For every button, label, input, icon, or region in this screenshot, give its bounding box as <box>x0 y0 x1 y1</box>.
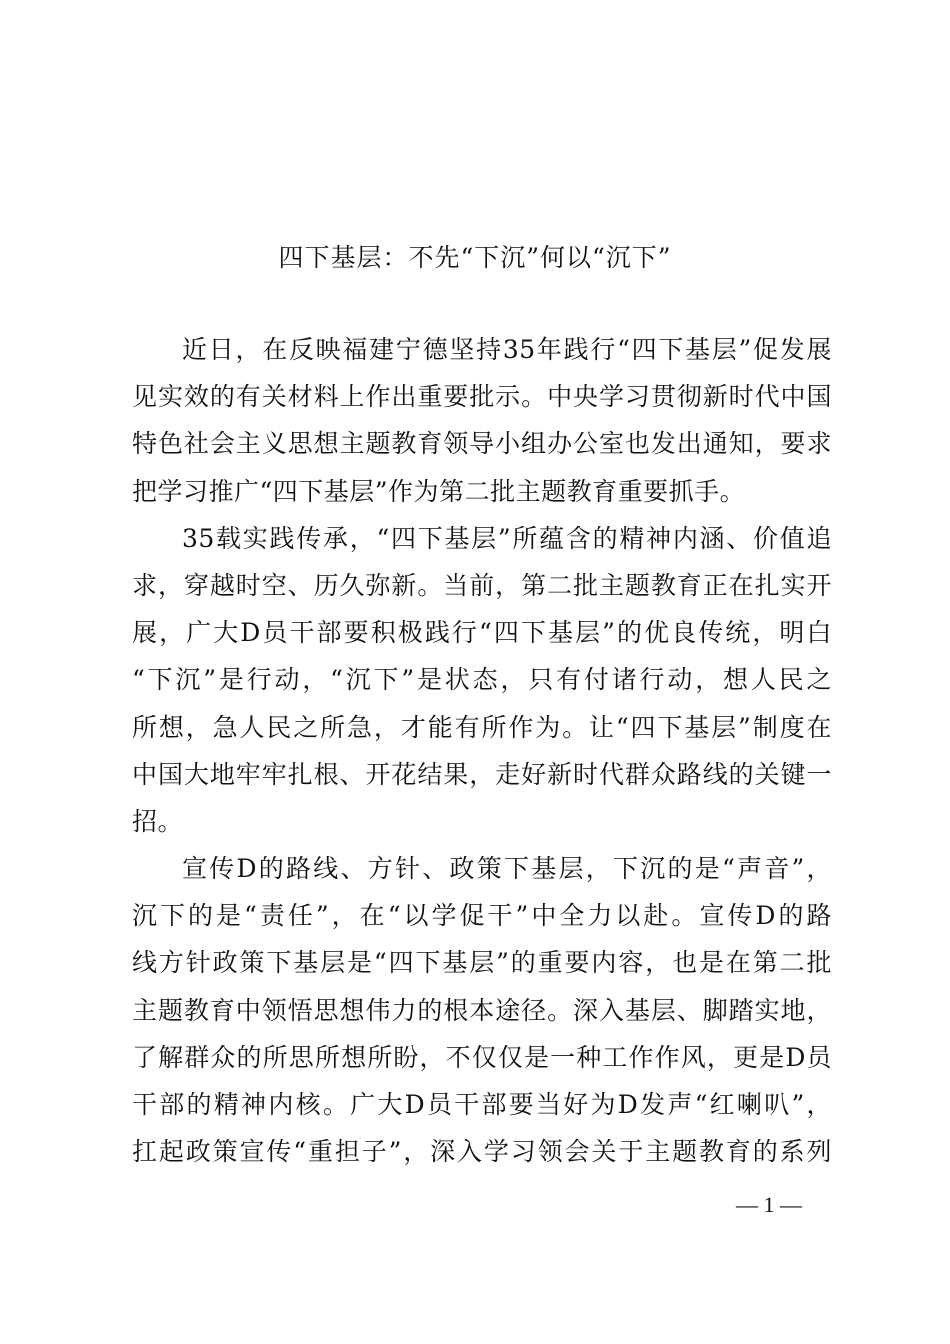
paragraph-line: 中国大地牢牢扎根、开花结果，走好新时代群众路线的关键一 <box>132 759 832 789</box>
paragraph-line: 沉下的是“责任”，在“以学促干”中全力以赴。宣传D的路 <box>132 901 832 931</box>
paragraph-line: 主题教育中领悟思想伟力的根本途径。深入基层、脚踏实地， <box>132 995 832 1025</box>
paragraph-line: 了解群众的所思所想所盼，不仅仅是一种工作作风，更是D员 <box>132 1042 832 1072</box>
paragraph-line: 干部的精神内核。广大D员干部要当好为D发声“红喇叭”， <box>132 1090 832 1119</box>
paragraph-line: 展，广大D员干部要积极践行“四下基层”的优良传统，明白 <box>132 618 832 648</box>
paragraph-line: 近日，在反映福建宁德坚持35年践行“四下基层”促发展 <box>182 335 832 364</box>
paragraph-2 <box>132 521 832 851</box>
paragraph-line: 宣传D的路线、方针、政策下基层，下沉的是“声音”， <box>182 854 832 884</box>
paragraph-line: 特色社会主义思想主题教育领导小组办公室也发出通知，要求 <box>132 429 832 459</box>
page-number: — 1 — <box>736 1192 802 1217</box>
paragraph-line: 把学习推广“四下基层”作为第二批主题教育重要抓手。 <box>132 476 746 506</box>
paragraph-line: 见实效的有关材料上作出重要批示。中央学习贯彻新时代中国 <box>132 382 832 412</box>
paragraph-line: 扛起政策宣传“重担子”，深入学习领会关于主题教育的系列 <box>132 1137 832 1167</box>
paragraph-line: 线方针政策下基层是“四下基层”的重要内容，也是在第二批 <box>132 948 832 978</box>
document-body <box>132 332 832 1181</box>
document-title: 四下基层：不先“下沉”何以“沉下” <box>278 243 672 272</box>
paragraph-3 <box>132 851 832 1181</box>
paragraph-line: 招。 <box>132 806 184 836</box>
paragraph-line: 求，穿越时空、历久弥新。当前，第二批主题教育正在扎实开 <box>132 570 832 600</box>
paragraph-line: “下沉”是行动，“沉下”是状态，只有付诸行动，想人民之 <box>132 665 832 695</box>
paragraph-1 <box>132 332 832 521</box>
paragraph-line: 35载实践传承，“四下基层”所蕴含的精神内涵、价值追 <box>182 523 832 553</box>
paragraph-line: 所想，急人民之所急，才能有所作为。让“四下基层”制度在 <box>132 712 832 742</box>
